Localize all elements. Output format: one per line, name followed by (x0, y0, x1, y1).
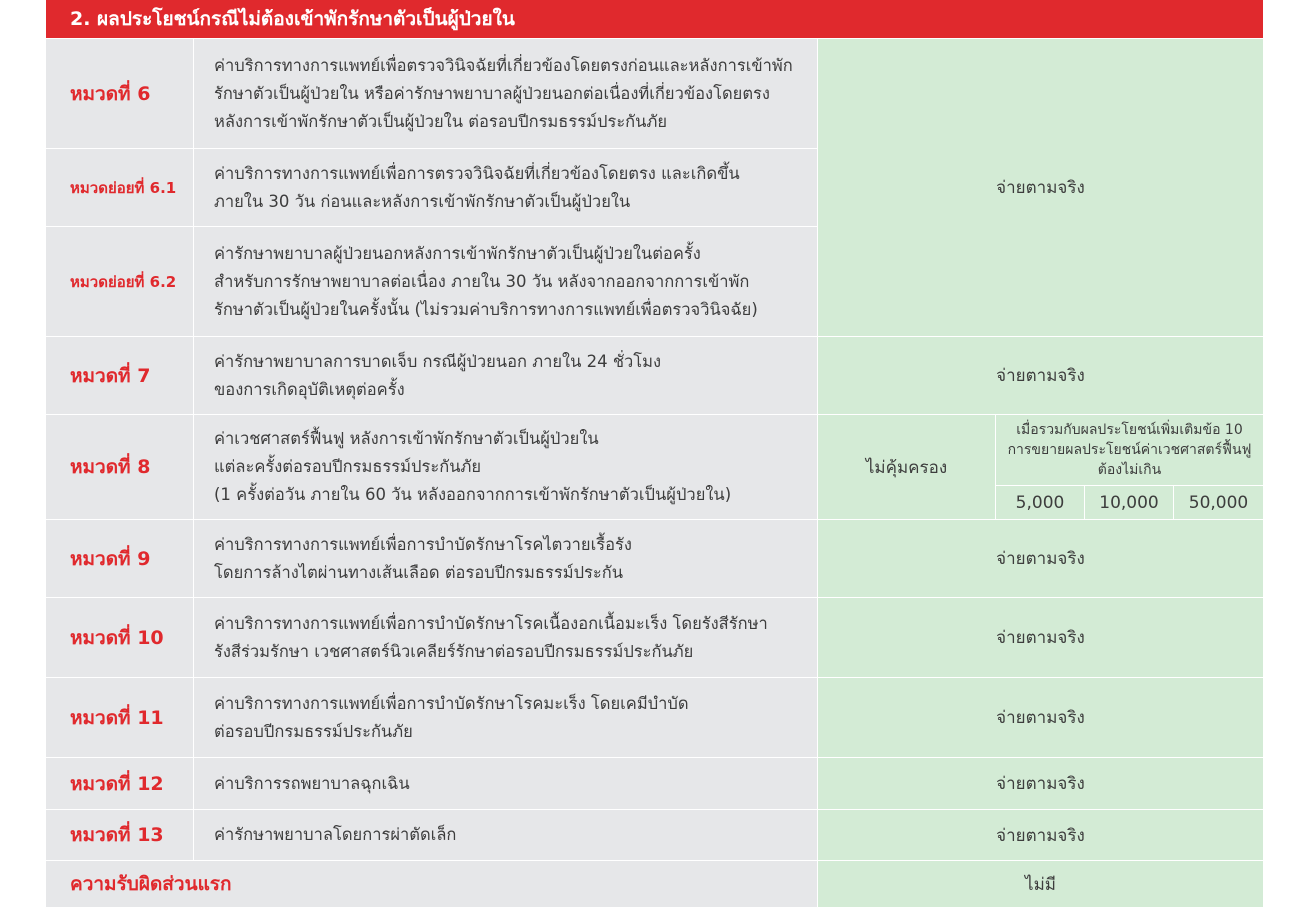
rider-amount-3: 50,000 (1174, 486, 1263, 519)
category-13: หมวดที่ 13 (46, 810, 193, 860)
description-6 (194, 39, 817, 148)
benefit-group-6: จ่ายตามจริง (818, 39, 1263, 336)
description-7 (194, 337, 817, 414)
description-12-text: ค่าบริการรถพยาบาลฉุกเฉิน (214, 773, 410, 793)
benefit-9: จ่ายตามจริง (818, 520, 1263, 597)
benefit-11: จ่ายตามจริง (818, 678, 1263, 757)
category-10: หมวดที่ 10 (46, 598, 193, 677)
description-13-text: ค่ารักษาพยาบาลโดยการผ่าตัดเล็ก (214, 825, 457, 844)
section-header: 2. ผลประโยชน์กรณีไม่ต้องเข้าพักรักษาตัวเป็นผู้ป่วยใน (46, 0, 1263, 38)
category-6-2: หมวดย่อยที่ 6.2 (46, 227, 193, 336)
benefit-10: จ่ายตามจริง (818, 598, 1263, 677)
description-13 (194, 810, 817, 860)
description-12 (194, 758, 817, 809)
rider-amount-2: 10,000 (1085, 486, 1173, 519)
deductible-label: ความรับผิดส่วนแรก (46, 861, 817, 907)
category-7: หมวดที่ 7 (46, 337, 193, 414)
description-6-2 (194, 227, 817, 336)
description-10-text: ค่าบริการทางการแพทย์เพื่อการบำบัดรักษาโรคเนื้องอกเนื้อมะเร็ง โดยรังสีรักษา รังสีร่วมรักษา เวชศาสตร์นิวเคลียร์รักษาต่อรอบปีกรมธรรม์ประกันภัย (214, 613, 768, 661)
description-8 (194, 415, 817, 519)
category-11: หมวดที่ 11 (46, 678, 193, 757)
category-9: หมวดที่ 9 (46, 520, 193, 597)
description-6-2-text: ค่ารักษาพยาบาลผู้ป่วยนอกหลังการเข้าพักรักษาตัวเป็นผู้ป่วยในต่อครั้ง สำหรับการรักษาพยาบาลต่อเนื่อง ภายใน 30 วัน หลังจากออกจากการเข้าพัก รักษาตัวเป็นผู้ป่วยในครั้งนั้น (ไม่รวมค่าบริการทางการแพทย์เพื่อตรวจวินิจฉัย) (214, 243, 758, 319)
deductible-value: ไม่มี (818, 861, 1263, 907)
description-6-1 (194, 149, 817, 226)
benefit-13: จ่ายตามจริง (818, 810, 1263, 860)
rider-note-8: เมื่อรวมกับผลประโยชน์เพิ่มเติมข้อ 10 การขยายผลประโยชน์ค่าเวชศาสตร์ฟื้นฟู ต้องไม่เกิน (996, 415, 1263, 485)
rider-amount-1: 5,000 (996, 486, 1084, 519)
category-6: หมวดที่ 6 (46, 39, 193, 148)
description-10 (194, 598, 817, 677)
description-7-text: ค่ารักษาพยาบาลการบาดเจ็บ กรณีผู้ป่วยนอก ภายใน 24 ชั่วโมง ของการเกิดอุบัติเหตุต่อครั้ง (214, 351, 662, 399)
benefit-12: จ่ายตามจริง (818, 758, 1263, 809)
benefit-8: ไม่คุ้มครอง (818, 415, 995, 519)
description-9 (194, 520, 817, 597)
category-8: หมวดที่ 8 (46, 415, 193, 519)
description-11-text: ค่าบริการทางการแพทย์เพื่อการบำบัดรักษาโรคมะเร็ง โดยเคมีบำบัด ต่อรอบปีกรมธรรม์ประกันภัย (214, 693, 689, 741)
description-11 (194, 678, 817, 757)
category-6-1: หมวดย่อยที่ 6.1 (46, 149, 193, 226)
category-12: หมวดที่ 12 (46, 758, 193, 809)
description-9-text: ค่าบริการทางการแพทย์เพื่อการบำบัดรักษาโรคไตวายเรื้อรัง โดยการล้างไตผ่านทางเส้นเลือด ต่อรอบปีกรมธรรม์ประกัน (214, 534, 632, 582)
benefit-7: จ่ายตามจริง (818, 337, 1263, 414)
description-6-text: ค่าบริการทางการแพทย์เพื่อตรวจวินิจฉัยที่เกี่ยวข้องโดยตรงก่อนและหลังการเข้าพัก รักษาตัวเป็นผู้ป่วยใน หรือค่ารักษาพยาบาลผู้ป่วยนอกต่อเนื่องที่เกี่ยวข้องโดยตรง หลังการเข้าพักรักษาตัวเป็นผู้ป่วยใน ต่อรอบปีกรมธรรม์ประกันภัย (214, 55, 793, 131)
benefit-table (46, 0, 1263, 907)
description-8-text: ค่าเวชศาสตร์ฟื้นฟู หลังการเข้าพักรักษาตัวเป็นผู้ป่วยใน แต่ละครั้งต่อรอบปีกรมธรรม์ประกันภัย (1 ครั้งต่อวัน ภายใน 60 วัน หลังออกจากการเข้าพักรักษาตัวเป็นผู้ป่วยใน) (214, 429, 732, 504)
description-6-1-text: ค่าบริการทางการแพทย์เพื่อการตรวจวินิจฉัยที่เกี่ยวข้องโดยตรง และเกิดขึ้น ภายใน 30 วัน ก่อนและหลังการเข้าพักรักษาตัวเป็นผู้ป่วยใน (214, 163, 740, 211)
